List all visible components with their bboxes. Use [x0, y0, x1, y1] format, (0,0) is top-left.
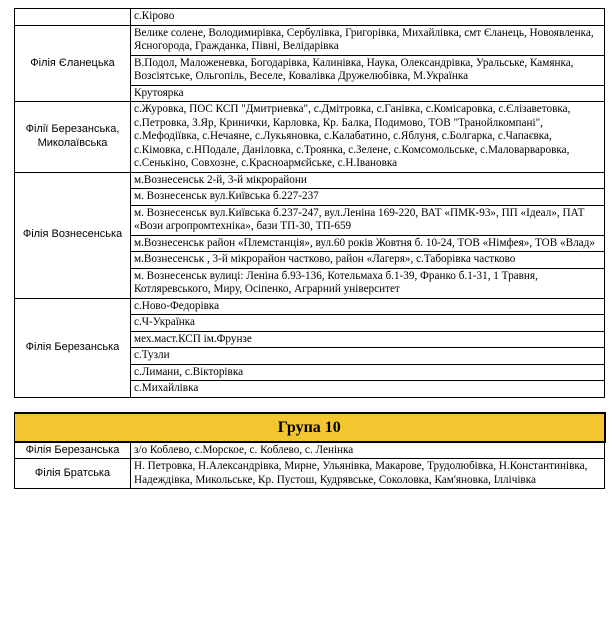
settlements-cell: с.Михайлівка	[131, 381, 605, 398]
table-row	[15, 459, 605, 489]
table-gap	[14, 398, 604, 412]
branch-name-cell: Філія Братська	[15, 459, 131, 489]
branch-name-cell	[15, 9, 131, 26]
table-row	[15, 25, 605, 55]
settlements-cell: В.Подол, Маложеневка, Богодарівка, Калинівка, Наука, Олександрівка, Уральське, Камянка, Возсіятське, Ольгопіль, Веселе, Ковалівка Дружелюбівка, М.Українка	[131, 55, 605, 85]
settlements-cell: с.Тузли	[131, 348, 605, 365]
settlements-cell: с.Ново-Федорівка	[131, 298, 605, 315]
settlements-cell: с.Ч-Українка	[131, 315, 605, 332]
settlements-cell: с.Кірово	[131, 9, 605, 26]
group-title: Група 10	[15, 413, 605, 442]
branch-name-cell: Філія Єланецька	[15, 25, 131, 102]
branch-name-cell: Філія Вознесенська	[15, 172, 131, 298]
settlements-cell: с.Лимани, с.Вікторівка	[131, 364, 605, 381]
settlements-cell: м. Вознесенськ вул.Київська б.227-237	[131, 189, 605, 206]
settlements-cell: с.Журовка, ПОС КСП "Дмитриевка", с.Дмітровка, с.Ганівка, с.Комісаровка, с.Єлізаветовка, с.Петровка, З.Яр, Кринички, Карловка, Кр. Балка, Подимово, ТОВ "Транойлкомпані", с.Мефодіївка, с.Нечаяне, с.Лукьяновка, с.Калабатино, с.Яблуня, с.Болгарка, с.Чапаєвка, с.Кімовка, с.НПодале, Даніловка, с.Троянка, с.Зелене, с.Комсомольське, с.Маловарваровка, с.Сенькіно, Совхозне, с.Красноармєйське, с.Н.Івановка	[131, 102, 605, 173]
settlements-cell: Велике солене, Володимирівка, Сербулівка, Григорівка, Михайлівка, смт Єланець, Новоявленка, Ясногорода, Гражданка, Півні, Велідарівка	[131, 25, 605, 55]
schedule-table	[14, 8, 605, 398]
branch-name-cell: Філія Березанська	[15, 442, 131, 459]
settlements-cell: м. Вознесенськ вул.Київська б.237-247, вул.Леніна 169-220, ВАТ «ПМК-93», ПП «Ідеал», ПАТ «Вози агропромтехніка», бази ТП-30, ТП-659	[131, 205, 605, 235]
table-row	[15, 298, 605, 315]
branch-name-cell: Філія Березанська	[15, 298, 131, 397]
table-row	[15, 102, 605, 173]
settlements-cell: Крутоярка	[131, 85, 605, 102]
table-row	[15, 9, 605, 26]
settlements-cell: м. Вознесенськ вулиці: Леніна б.93-136, Котельмаха б.1-39, Франко б.1-31, 1 Травня, Котляревського, Миру, Осіпенко, Аграрний університет	[131, 268, 605, 298]
settlements-cell: з/о Коблево, с.Морское, с. Коблево, с. Ленінка	[131, 442, 605, 459]
settlements-cell: м.Вознесенськ 2-й, 3-й мікрорайони	[131, 172, 605, 189]
settlements-cell: м.Вознесенськ , 3-й мікрорайон частково, район «Лагеря», с.Таборівка частково	[131, 252, 605, 269]
settlements-cell: мех.маст.КСП ім.Фрунзе	[131, 331, 605, 348]
branch-name-cell: Філії Березанська, Миколаївська	[15, 102, 131, 173]
settlements-cell: Н. Петровка, Н.Александрівка, Мирне, Ульянівка, Макарове, Трудолюбівка, Н.Константинівка, Надеждівка, Микольське, Кр. Пустош, Кудрявське, Соколовка, Кам'яновка, Іллічівка	[131, 459, 605, 489]
settlements-cell: м.Вознесенськ район «Племстанція», вул.60 років Жовтня б. 10-24, ТОВ «Німфея», ТОВ «Влад»	[131, 235, 605, 252]
group-header-row	[15, 413, 605, 442]
table-row	[15, 442, 605, 459]
group-10-table	[14, 412, 606, 490]
document-page	[14, 8, 604, 489]
table-row	[15, 172, 605, 189]
